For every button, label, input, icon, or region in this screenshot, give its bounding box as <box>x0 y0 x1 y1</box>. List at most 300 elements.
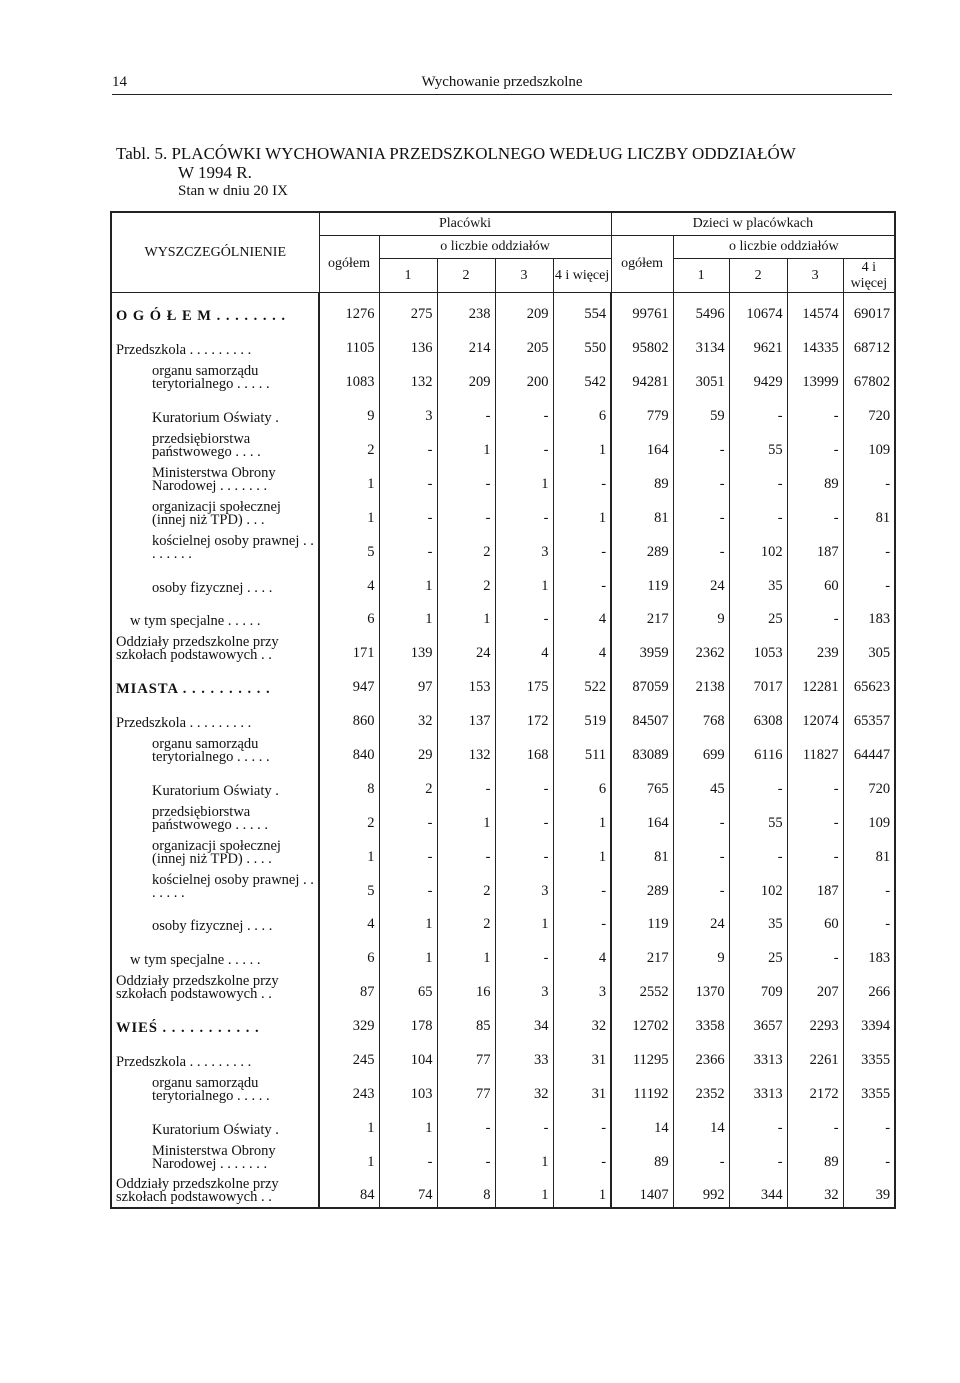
table-cell: - <box>673 801 729 835</box>
table-cell: 765 <box>611 767 673 801</box>
table-cell: - <box>495 394 553 428</box>
table-cell: 65 <box>379 970 437 1004</box>
table-cell: 109 <box>843 801 895 835</box>
table-cell: - <box>553 530 611 564</box>
table-cell: - <box>553 903 611 937</box>
table-cell: 2 <box>437 564 495 598</box>
table-cell: 243 <box>319 1072 379 1106</box>
table-cell: 81 <box>611 496 673 530</box>
table-cell: 1 <box>319 1140 379 1174</box>
table-cell: 1 <box>379 1106 437 1140</box>
table-cell: 519 <box>553 699 611 733</box>
row-label: Przedszkola . . . . . . . . . <box>111 326 319 360</box>
data-table <box>110 211 896 1209</box>
table-cell: 239 <box>787 631 843 665</box>
table-cell: 207 <box>787 970 843 1004</box>
table-cell: 60 <box>787 903 843 937</box>
table-cell: 187 <box>787 869 843 903</box>
table-cell: 2293 <box>787 1004 843 1038</box>
table-cell: 8 <box>319 767 379 801</box>
table-cell: 3394 <box>843 1004 895 1038</box>
table-cell: 87 <box>319 970 379 1004</box>
table-cell: 183 <box>843 598 895 632</box>
table-cell: - <box>437 1106 495 1140</box>
table-cell: 84507 <box>611 699 673 733</box>
row-label: Oddziały przedszkolne przy szkołach podstawowych . . <box>111 631 319 665</box>
table-cell: 6 <box>319 598 379 632</box>
table-cell: 200 <box>495 360 553 394</box>
table-cell: 205 <box>495 326 553 360</box>
table-row <box>111 598 895 632</box>
header-col-1: 1 <box>673 259 729 293</box>
table-cell: 2 <box>437 903 495 937</box>
row-label: organu samorządu terytorialnego . . . . . <box>111 1072 319 1106</box>
table-cell: 97 <box>379 665 437 699</box>
table-cell: - <box>843 1106 895 1140</box>
table-row <box>111 326 895 360</box>
table-cell: - <box>495 496 553 530</box>
row-label: organu samorządu terytorialnego . . . . . <box>111 733 319 767</box>
table-cell: 60 <box>787 564 843 598</box>
table-cell: 168 <box>495 733 553 767</box>
table-cell: - <box>379 835 437 869</box>
table-cell: - <box>673 1140 729 1174</box>
table-cell: 31 <box>553 1072 611 1106</box>
row-label: Przedszkola . . . . . . . . . <box>111 1038 319 1072</box>
table-cell: 187 <box>787 530 843 564</box>
row-label: Ministerstwa Obrony Narodowej . . . . . . . <box>111 462 319 496</box>
table-cell: - <box>553 869 611 903</box>
table-cell: 3358 <box>673 1004 729 1038</box>
table-cell: 266 <box>843 970 895 1004</box>
table-cell: 6308 <box>729 699 787 733</box>
table-cell: 554 <box>553 293 611 327</box>
table-cell: 1 <box>495 462 553 496</box>
table-cell: 77 <box>437 1072 495 1106</box>
table-cell: 4 <box>319 564 379 598</box>
header-col-2: 2 <box>729 259 787 293</box>
table-cell: - <box>379 869 437 903</box>
table-cell: - <box>787 496 843 530</box>
table-cell: 1 <box>319 496 379 530</box>
table-row <box>111 903 895 937</box>
table-cell: 2 <box>437 869 495 903</box>
table-cell: - <box>495 801 553 835</box>
table-cell: 275 <box>379 293 437 327</box>
table-cell: 3355 <box>843 1038 895 1072</box>
table-row <box>111 733 895 767</box>
table-cell: - <box>379 496 437 530</box>
header-spec: WYSZCZEGÓLNIENIE <box>111 212 319 293</box>
table-cell: 1276 <box>319 293 379 327</box>
table-cell: 77 <box>437 1038 495 1072</box>
table-cell: 1407 <box>611 1174 673 1208</box>
table-cell: 3134 <box>673 326 729 360</box>
table-row <box>111 1004 895 1038</box>
table-cell: 81 <box>843 496 895 530</box>
table-cell: - <box>729 1140 787 1174</box>
table-cell: 3 <box>553 970 611 1004</box>
table-cell: 214 <box>437 326 495 360</box>
table-row <box>111 767 895 801</box>
table-cell: 32 <box>553 1004 611 1038</box>
table-cell: 217 <box>611 598 673 632</box>
table-cell: 31 <box>553 1038 611 1072</box>
table-row <box>111 462 895 496</box>
table-row <box>111 496 895 530</box>
header-col-4: 4 i więcej <box>843 259 895 293</box>
table-cell: 103 <box>379 1072 437 1106</box>
table-cell: 24 <box>437 631 495 665</box>
table-cell: 289 <box>611 869 673 903</box>
table-cell: - <box>379 462 437 496</box>
table-cell: 55 <box>729 428 787 462</box>
table-cell: 99761 <box>611 293 673 327</box>
table-cell: 3051 <box>673 360 729 394</box>
table-cell: 64447 <box>843 733 895 767</box>
table-cell: 5 <box>319 530 379 564</box>
table-cell: 14335 <box>787 326 843 360</box>
table-cell: - <box>787 936 843 970</box>
header-subgroup-placowki: o liczbie oddziałów <box>379 236 611 259</box>
row-label: Kuratorium Oświaty . <box>111 767 319 801</box>
table-row <box>111 1106 895 1140</box>
table-cell: - <box>437 462 495 496</box>
row-label: Przedszkola . . . . . . . . . <box>111 699 319 733</box>
table-cell: 89 <box>611 462 673 496</box>
table-cell: 2366 <box>673 1038 729 1072</box>
table-cell: 1 <box>495 564 553 598</box>
table-cell: 9 <box>673 598 729 632</box>
header-col-2: 2 <box>437 259 495 293</box>
row-label: Kuratorium Oświaty . <box>111 394 319 428</box>
table-row <box>111 360 895 394</box>
table-cell: 542 <box>553 360 611 394</box>
row-label: O G Ó Ł E M . . . . . . . . <box>111 293 319 327</box>
row-label: w tym specjalne . . . . . <box>111 598 319 632</box>
header-total-dzieci: ogółem <box>611 236 673 293</box>
table-cell: 65357 <box>843 699 895 733</box>
table-cell: 3355 <box>843 1072 895 1106</box>
table-cell: 947 <box>319 665 379 699</box>
table-cell: 1 <box>437 936 495 970</box>
table-cell: 35 <box>729 564 787 598</box>
table-cell: 1 <box>495 1174 553 1208</box>
table-cell: 1 <box>495 903 553 937</box>
table-cell: 4 <box>319 903 379 937</box>
table-cell: 2 <box>437 530 495 564</box>
table-cell: - <box>787 394 843 428</box>
table-cell: - <box>729 1106 787 1140</box>
table-cell: 209 <box>495 293 553 327</box>
table-cell: 132 <box>379 360 437 394</box>
table-cell: - <box>379 428 437 462</box>
table-cell: 344 <box>729 1174 787 1208</box>
table-cell: - <box>673 462 729 496</box>
table-cell: 89 <box>787 462 843 496</box>
table-cell: 1 <box>553 428 611 462</box>
table-cell: 709 <box>729 970 787 1004</box>
table-cell: 245 <box>319 1038 379 1072</box>
table-cell: 1 <box>437 598 495 632</box>
table-row <box>111 631 895 665</box>
table-cell: 1 <box>437 428 495 462</box>
table-cell: - <box>843 462 895 496</box>
table-cell: 9429 <box>729 360 787 394</box>
table-cell: 3 <box>495 869 553 903</box>
table-cell: 94281 <box>611 360 673 394</box>
table-row <box>111 1072 895 1106</box>
table-cell: 85 <box>437 1004 495 1038</box>
table-cell: - <box>843 564 895 598</box>
table-cell: 3657 <box>729 1004 787 1038</box>
row-label: przedsiębiorstwa państwowego . . . . . <box>111 801 319 835</box>
table-cell: 137 <box>437 699 495 733</box>
table-row <box>111 530 895 564</box>
table-cell: - <box>673 428 729 462</box>
table-cell: 1 <box>319 1106 379 1140</box>
table-cell: 16 <box>437 970 495 1004</box>
table-cell: - <box>437 1140 495 1174</box>
table-cell: - <box>553 462 611 496</box>
table-cell: 104 <box>379 1038 437 1072</box>
table-cell: - <box>495 428 553 462</box>
table-cell: - <box>729 835 787 869</box>
running-header <box>112 74 892 95</box>
table-cell: 35 <box>729 903 787 937</box>
table-cell: 95802 <box>611 326 673 360</box>
table-row <box>111 801 895 835</box>
row-label: Ministerstwa Obrony Narodowej . . . . . . . <box>111 1140 319 1174</box>
table-cell: 238 <box>437 293 495 327</box>
page-number: 14 <box>112 74 127 90</box>
table-cell: - <box>495 835 553 869</box>
header-group-dzieci: Dzieci w placówkach <box>611 212 895 236</box>
header-col-4: 4 i więcej <box>553 259 611 293</box>
table-cell: 768 <box>673 699 729 733</box>
table-cell: 55 <box>729 801 787 835</box>
table-cell: 67802 <box>843 360 895 394</box>
table-cell: 5496 <box>673 293 729 327</box>
table-cell: 13999 <box>787 360 843 394</box>
table-cell: 329 <box>319 1004 379 1038</box>
table-cell: 9 <box>319 394 379 428</box>
table-cell: 139 <box>379 631 437 665</box>
table-cell: 3 <box>379 394 437 428</box>
table-cell: 10674 <box>729 293 787 327</box>
table-row <box>111 936 895 970</box>
table-cell: 183 <box>843 936 895 970</box>
table-cell: 39 <box>843 1174 895 1208</box>
table-cell: 1083 <box>319 360 379 394</box>
table-cell: 217 <box>611 936 673 970</box>
table-cell: 6 <box>319 936 379 970</box>
table-cell: 11295 <box>611 1038 673 1072</box>
table-cell: 305 <box>843 631 895 665</box>
table-cell: 1 <box>437 801 495 835</box>
table-cell: 14 <box>673 1106 729 1140</box>
table-cell: 89 <box>611 1140 673 1174</box>
table-cell: 102 <box>729 530 787 564</box>
table-cell: - <box>553 1140 611 1174</box>
running-title: Wychowanie przedszkolne <box>421 74 583 90</box>
table-cell: - <box>673 530 729 564</box>
header-group-placowki: Placówki <box>319 212 611 236</box>
table-cell: 89 <box>787 1140 843 1174</box>
table-cell: 1 <box>553 835 611 869</box>
table-row <box>111 970 895 1004</box>
table-cell: 153 <box>437 665 495 699</box>
table-cell: - <box>495 767 553 801</box>
table-cell: 2 <box>319 428 379 462</box>
row-label: przedsiębiorstwa państwowego . . . . <box>111 428 319 462</box>
table-cell: 178 <box>379 1004 437 1038</box>
table-row <box>111 869 895 903</box>
table-cell: 164 <box>611 428 673 462</box>
table-title <box>116 144 896 201</box>
table-cell: - <box>495 936 553 970</box>
table-row <box>111 394 895 428</box>
table-cell: 1 <box>553 1174 611 1208</box>
table-row <box>111 564 895 598</box>
table-cell: 3959 <box>611 631 673 665</box>
table-cell: 83089 <box>611 733 673 767</box>
table-title-line3: Stan w dniu 20 IX <box>178 183 288 199</box>
table-cell: 1 <box>379 564 437 598</box>
table-cell: - <box>379 1140 437 1174</box>
header-total-placowki: ogółem <box>319 236 379 293</box>
table-cell: 32 <box>787 1174 843 1208</box>
table-cell: 992 <box>673 1174 729 1208</box>
table-cell: - <box>495 598 553 632</box>
table-cell: 1105 <box>319 326 379 360</box>
row-label: organizacji społecznej (innej niż TPD) . . . <box>111 496 319 530</box>
table-cell: 840 <box>319 733 379 767</box>
table-cell: - <box>843 869 895 903</box>
table-cell: 3313 <box>729 1072 787 1106</box>
table-cell: - <box>787 801 843 835</box>
table-cell: 12702 <box>611 1004 673 1038</box>
table-cell: 109 <box>843 428 895 462</box>
table-row <box>111 1038 895 1072</box>
table-row <box>111 699 895 733</box>
table-cell: - <box>787 598 843 632</box>
table-cell: 6 <box>553 394 611 428</box>
table-cell: - <box>843 530 895 564</box>
table-cell: 5 <box>319 869 379 903</box>
row-label: Oddziały przedszkolne przy szkołach podstawowych . . <box>111 970 319 1004</box>
table-cell: - <box>437 767 495 801</box>
table-cell: 68712 <box>843 326 895 360</box>
table-cell: 11192 <box>611 1072 673 1106</box>
row-label: WIEŚ . . . . . . . . . . . <box>111 1004 319 1038</box>
table-cell: 860 <box>319 699 379 733</box>
table-cell: 24 <box>673 564 729 598</box>
table-cell: 1 <box>553 801 611 835</box>
table-cell: 699 <box>673 733 729 767</box>
table-cell: 164 <box>611 801 673 835</box>
table-body <box>111 293 895 1208</box>
table-row <box>111 665 895 699</box>
table-cell: - <box>673 835 729 869</box>
table-cell: - <box>437 496 495 530</box>
table-cell: 3 <box>495 530 553 564</box>
row-label: organizacji społecznej (innej niż TPD) . . . . <box>111 835 319 869</box>
table-cell: - <box>553 1106 611 1140</box>
table-cell: 1 <box>379 903 437 937</box>
header-subgroup-dzieci: o liczbie oddziałów <box>673 236 895 259</box>
table-cell: 59 <box>673 394 729 428</box>
table-cell: 779 <box>611 394 673 428</box>
table-cell: - <box>379 530 437 564</box>
table-cell: 34 <box>495 1004 553 1038</box>
table-cell: 14574 <box>787 293 843 327</box>
table-cell: 1053 <box>729 631 787 665</box>
table-cell: 25 <box>729 598 787 632</box>
table-cell: 32 <box>379 699 437 733</box>
table-cell: 12074 <box>787 699 843 733</box>
table-cell: 81 <box>611 835 673 869</box>
table-cell: - <box>379 801 437 835</box>
row-label: organu samorządu terytorialnego . . . . . <box>111 360 319 394</box>
table-cell: 4 <box>495 631 553 665</box>
table-cell: 2362 <box>673 631 729 665</box>
table-cell: - <box>553 564 611 598</box>
table-title-line2: W 1994 R. <box>178 163 252 182</box>
table-cell: 289 <box>611 530 673 564</box>
table-cell: 1 <box>319 835 379 869</box>
row-label: kościelnej osoby prawnej . . . . . . . . <box>111 530 319 564</box>
table-cell: - <box>787 1106 843 1140</box>
table-cell: 119 <box>611 903 673 937</box>
table-cell: - <box>673 496 729 530</box>
row-label: Kuratorium Oświaty . <box>111 1106 319 1140</box>
table-cell: 1 <box>379 936 437 970</box>
table-cell: - <box>437 835 495 869</box>
table-row <box>111 1140 895 1174</box>
table-cell: 2 <box>319 801 379 835</box>
table-cell: 3313 <box>729 1038 787 1072</box>
table-cell: - <box>437 394 495 428</box>
table-cell: 81 <box>843 835 895 869</box>
table-cell: 25 <box>729 936 787 970</box>
table-cell: 2261 <box>787 1038 843 1072</box>
table-cell: 65623 <box>843 665 895 699</box>
table-cell: 2552 <box>611 970 673 1004</box>
row-label: w tym specjalne . . . . . <box>111 936 319 970</box>
table-cell: 33 <box>495 1038 553 1072</box>
header-col-1: 1 <box>379 259 437 293</box>
table-cell: - <box>729 394 787 428</box>
row-label: MIASTA . . . . . . . . . . <box>111 665 319 699</box>
row-label: kościelnej osoby prawnej . . . . . . . <box>111 869 319 903</box>
table-cell: - <box>495 1106 553 1140</box>
table-cell: - <box>843 903 895 937</box>
table-cell: - <box>787 835 843 869</box>
table-row <box>111 835 895 869</box>
table-cell: - <box>729 462 787 496</box>
table-cell: - <box>843 1140 895 1174</box>
table-cell: 209 <box>437 360 495 394</box>
table-cell: 6 <box>553 767 611 801</box>
table-cell: - <box>729 496 787 530</box>
table-cell: 87059 <box>611 665 673 699</box>
table-cell: 11827 <box>787 733 843 767</box>
table-cell: 136 <box>379 326 437 360</box>
table-cell: - <box>787 767 843 801</box>
table-cell: 720 <box>843 767 895 801</box>
table-cell: 119 <box>611 564 673 598</box>
